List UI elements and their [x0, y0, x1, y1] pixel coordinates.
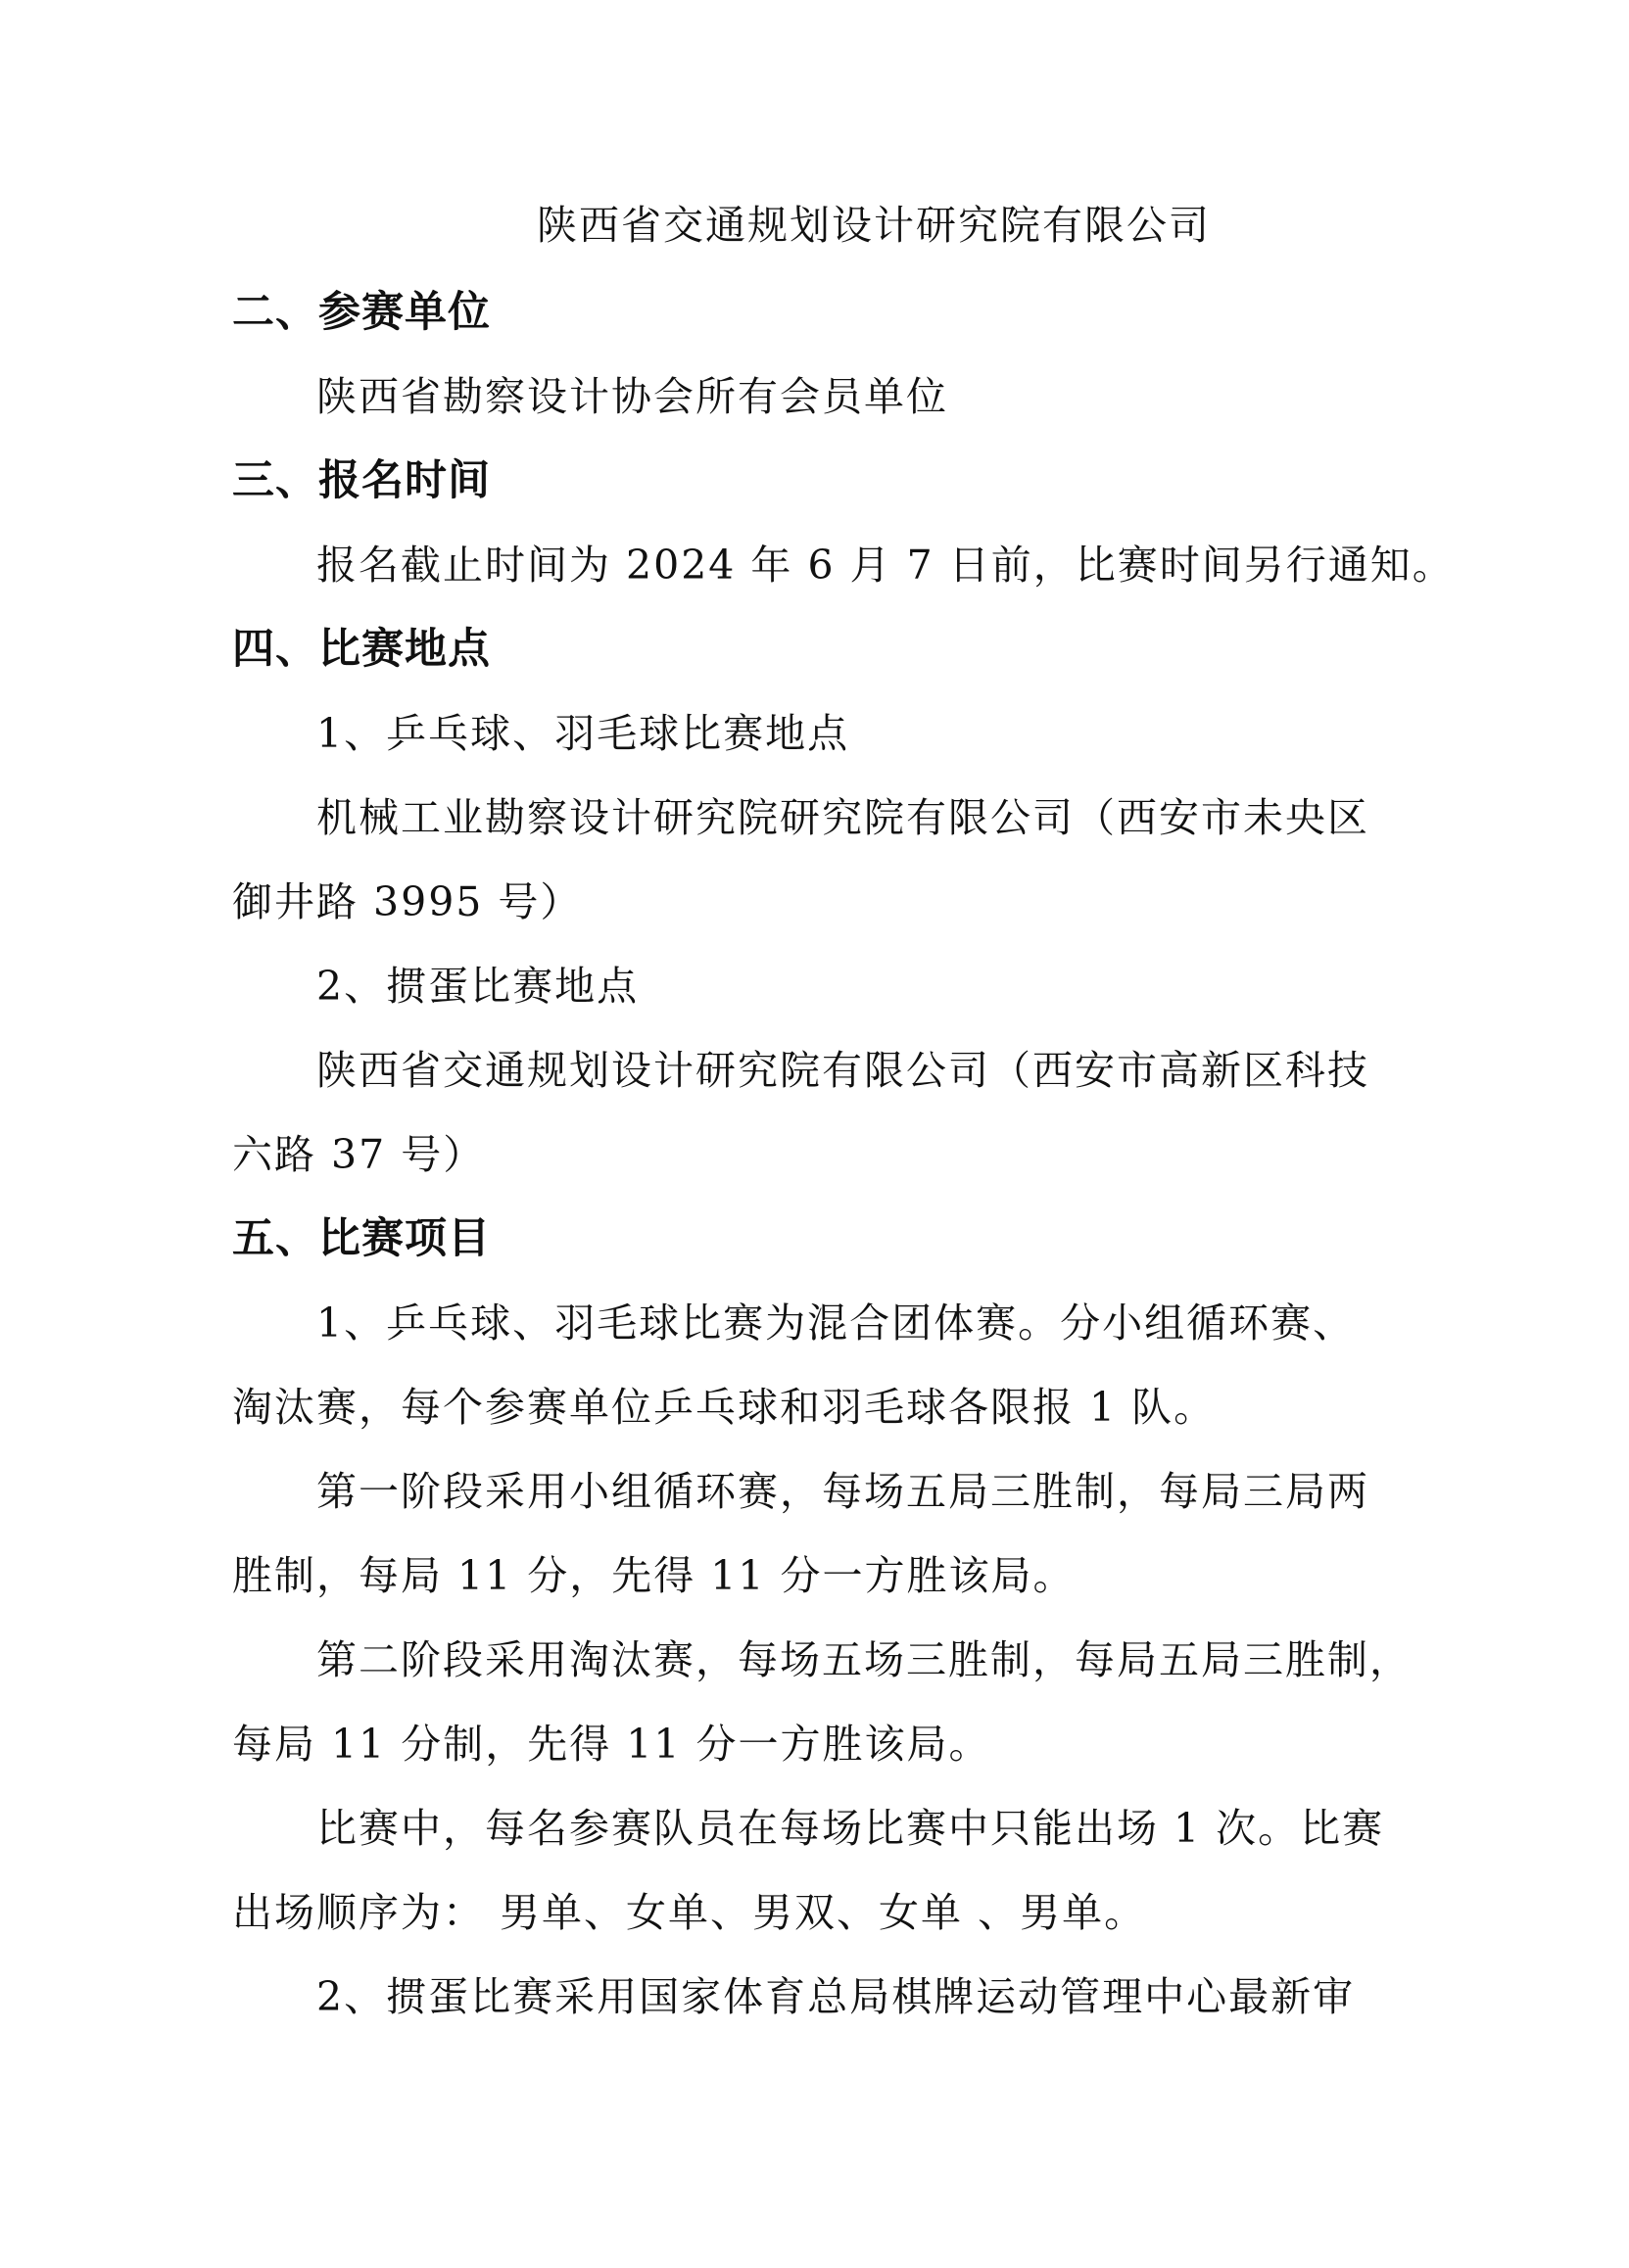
venue-item-2-address-line-1: 陕西省交通规划设计研究院有限公司（西安市高新区科技	[316, 1047, 1369, 1094]
registration-text: 报名截止时间为 2024 年 6 月 7 日前，比赛时间另行通知。	[316, 542, 1455, 589]
section-heading-registration: 三、报名时间	[232, 456, 491, 505]
events-paragraph-4-line-1: 比赛中，每名参赛队员在每场比赛中只能出场 1 次。比赛	[316, 1805, 1385, 1852]
venue-item-2-title: 2、掼蛋比赛地点	[316, 963, 640, 1010]
venue-item-1-title: 1、乒乓球、羽毛球比赛地点	[316, 710, 850, 757]
organizer-line: 陕西省交通规划设计研究院有限公司	[537, 202, 1211, 249]
section-heading-events: 五、比赛项目	[232, 1214, 491, 1263]
events-paragraph-2-line-1: 第一阶段采用小组循环赛，每场五局三胜制，每局三局两	[316, 1468, 1369, 1515]
section-heading-venue: 四、比赛地点	[232, 625, 491, 674]
participants-text: 陕西省勘察设计协会所有会员单位	[316, 373, 948, 420]
venue-item-1-address-line-2: 御井路 3995 号）	[232, 878, 583, 925]
events-paragraph-3-line-1: 第二阶段采用淘汰赛，每场五场三胜制，每局五局三胜制，	[316, 1636, 1412, 1683]
events-paragraph-4-line-2: 出场顺序为： 男单、女单、男双、女单 、男单。	[232, 1889, 1147, 1936]
events-paragraph-3-line-2: 每局 11 分制，先得 11 分一方胜该局。	[232, 1721, 991, 1768]
events-paragraph-2-line-2: 胜制，每局 11 分，先得 11 分一方胜该局。	[232, 1552, 1076, 1599]
venue-item-1-address-line-1: 机械工业勘察设计研究院研究院有限公司（西安市未央区	[316, 794, 1369, 841]
events-paragraph-1-line-1: 1、乒乓球、羽毛球比赛为混合团体赛。分小组循环赛、	[316, 1299, 1356, 1347]
venue-item-2-address-line-2: 六路 37 号）	[232, 1131, 486, 1178]
events-paragraph-1-line-2: 淘汰赛，每个参赛单位乒乓球和羽毛球各限报 1 队。	[232, 1384, 1217, 1431]
section-heading-participants: 二、参赛单位	[232, 288, 491, 337]
events-paragraph-5-line-1: 2、掼蛋比赛采用国家体育总局棋牌运动管理中心最新审	[316, 1973, 1356, 2020]
